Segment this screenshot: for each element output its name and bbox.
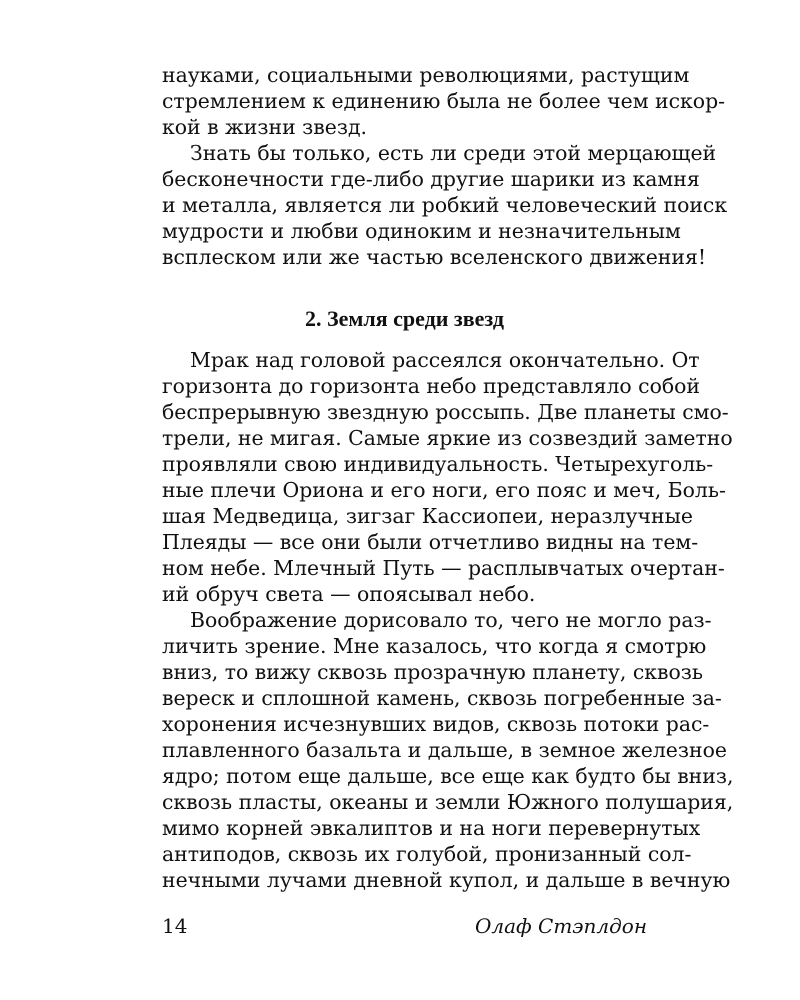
text-line: беспрерывную звездную россыпь. Две планеты смо-	[162, 400, 729, 424]
running-footer-author: Олаф Стэплдон	[474, 914, 647, 938]
text-line: и металла, является ли робкий человеческий поиск	[162, 193, 728, 217]
text-line: ий обруч света — опоясывал небо.	[162, 582, 536, 606]
text-line: проявляли свою индивидуальность. Четырехуголь-	[162, 452, 714, 476]
text-line: хоронения исчезнувших видов, сквозь потоки рас-	[162, 712, 710, 736]
text-line: плавленного базальта и дальше, в земное железное	[162, 738, 727, 762]
text-line: ные плечи Ориона и его ноги, его пояс и меч, Боль-	[162, 478, 726, 502]
text-line: антиподов, сквозь их голубой, пронизанный сол-	[162, 842, 692, 866]
text-line: ядро; потом еще дальше, все еще как будто бы вниз,	[162, 764, 734, 788]
text-line: сквозь пласты, океаны и земли Южного полушария,	[162, 790, 734, 814]
text-line: мимо корней эвкалиптов и на ноги перевернутых	[162, 816, 701, 840]
text-line: Воображение дорисовало то, чего не могло раз-	[190, 608, 712, 632]
text-line: вереск и сплошной камень, сквозь погребенные за-	[162, 686, 722, 710]
text-line: трели, не мигая. Самые яркие из созвездий заметно	[162, 426, 733, 450]
text-line: Знать бы только, есть ли среди этой мерцающей	[190, 141, 717, 165]
text-line: науками, социальными революциями, растущим	[162, 63, 690, 87]
text-line: кой в жизни звезд.	[162, 115, 368, 139]
text-line: вниз, то вижу сквозь прозрачную планету, сквозь	[162, 660, 704, 684]
text-line: ном небе. Млечный Путь — расплывчатых очертан-	[162, 556, 725, 580]
text-line: шая Медведица, зигзаг Кассиопеи, неразлучные	[162, 504, 693, 528]
text-line: мудрости и любви одиноким и незначительным	[162, 219, 681, 243]
text-line: горизонта до горизонта небо представляло собой	[162, 374, 700, 398]
text-line: Плеяды — все они были отчетливо видны на тем-	[162, 530, 699, 554]
text-line: нечными лучами дневной купол, и дальше в вечную	[162, 868, 731, 892]
text-line: бесконечности где-либо другие шарики из камня	[162, 167, 700, 191]
text-line: всплеском или же частью вселенского движения!	[162, 245, 707, 269]
section-heading: 2. Земля среди звезд	[305, 306, 504, 331]
text-line: личить зрение. Мне казалось, что когда я смотрю	[162, 634, 707, 658]
page-number: 14	[162, 914, 188, 938]
text-line: Мрак над головой рассеялся окончательно. От	[190, 348, 700, 372]
text-line: стремлением к единению была не более чем искор-	[162, 89, 726, 113]
